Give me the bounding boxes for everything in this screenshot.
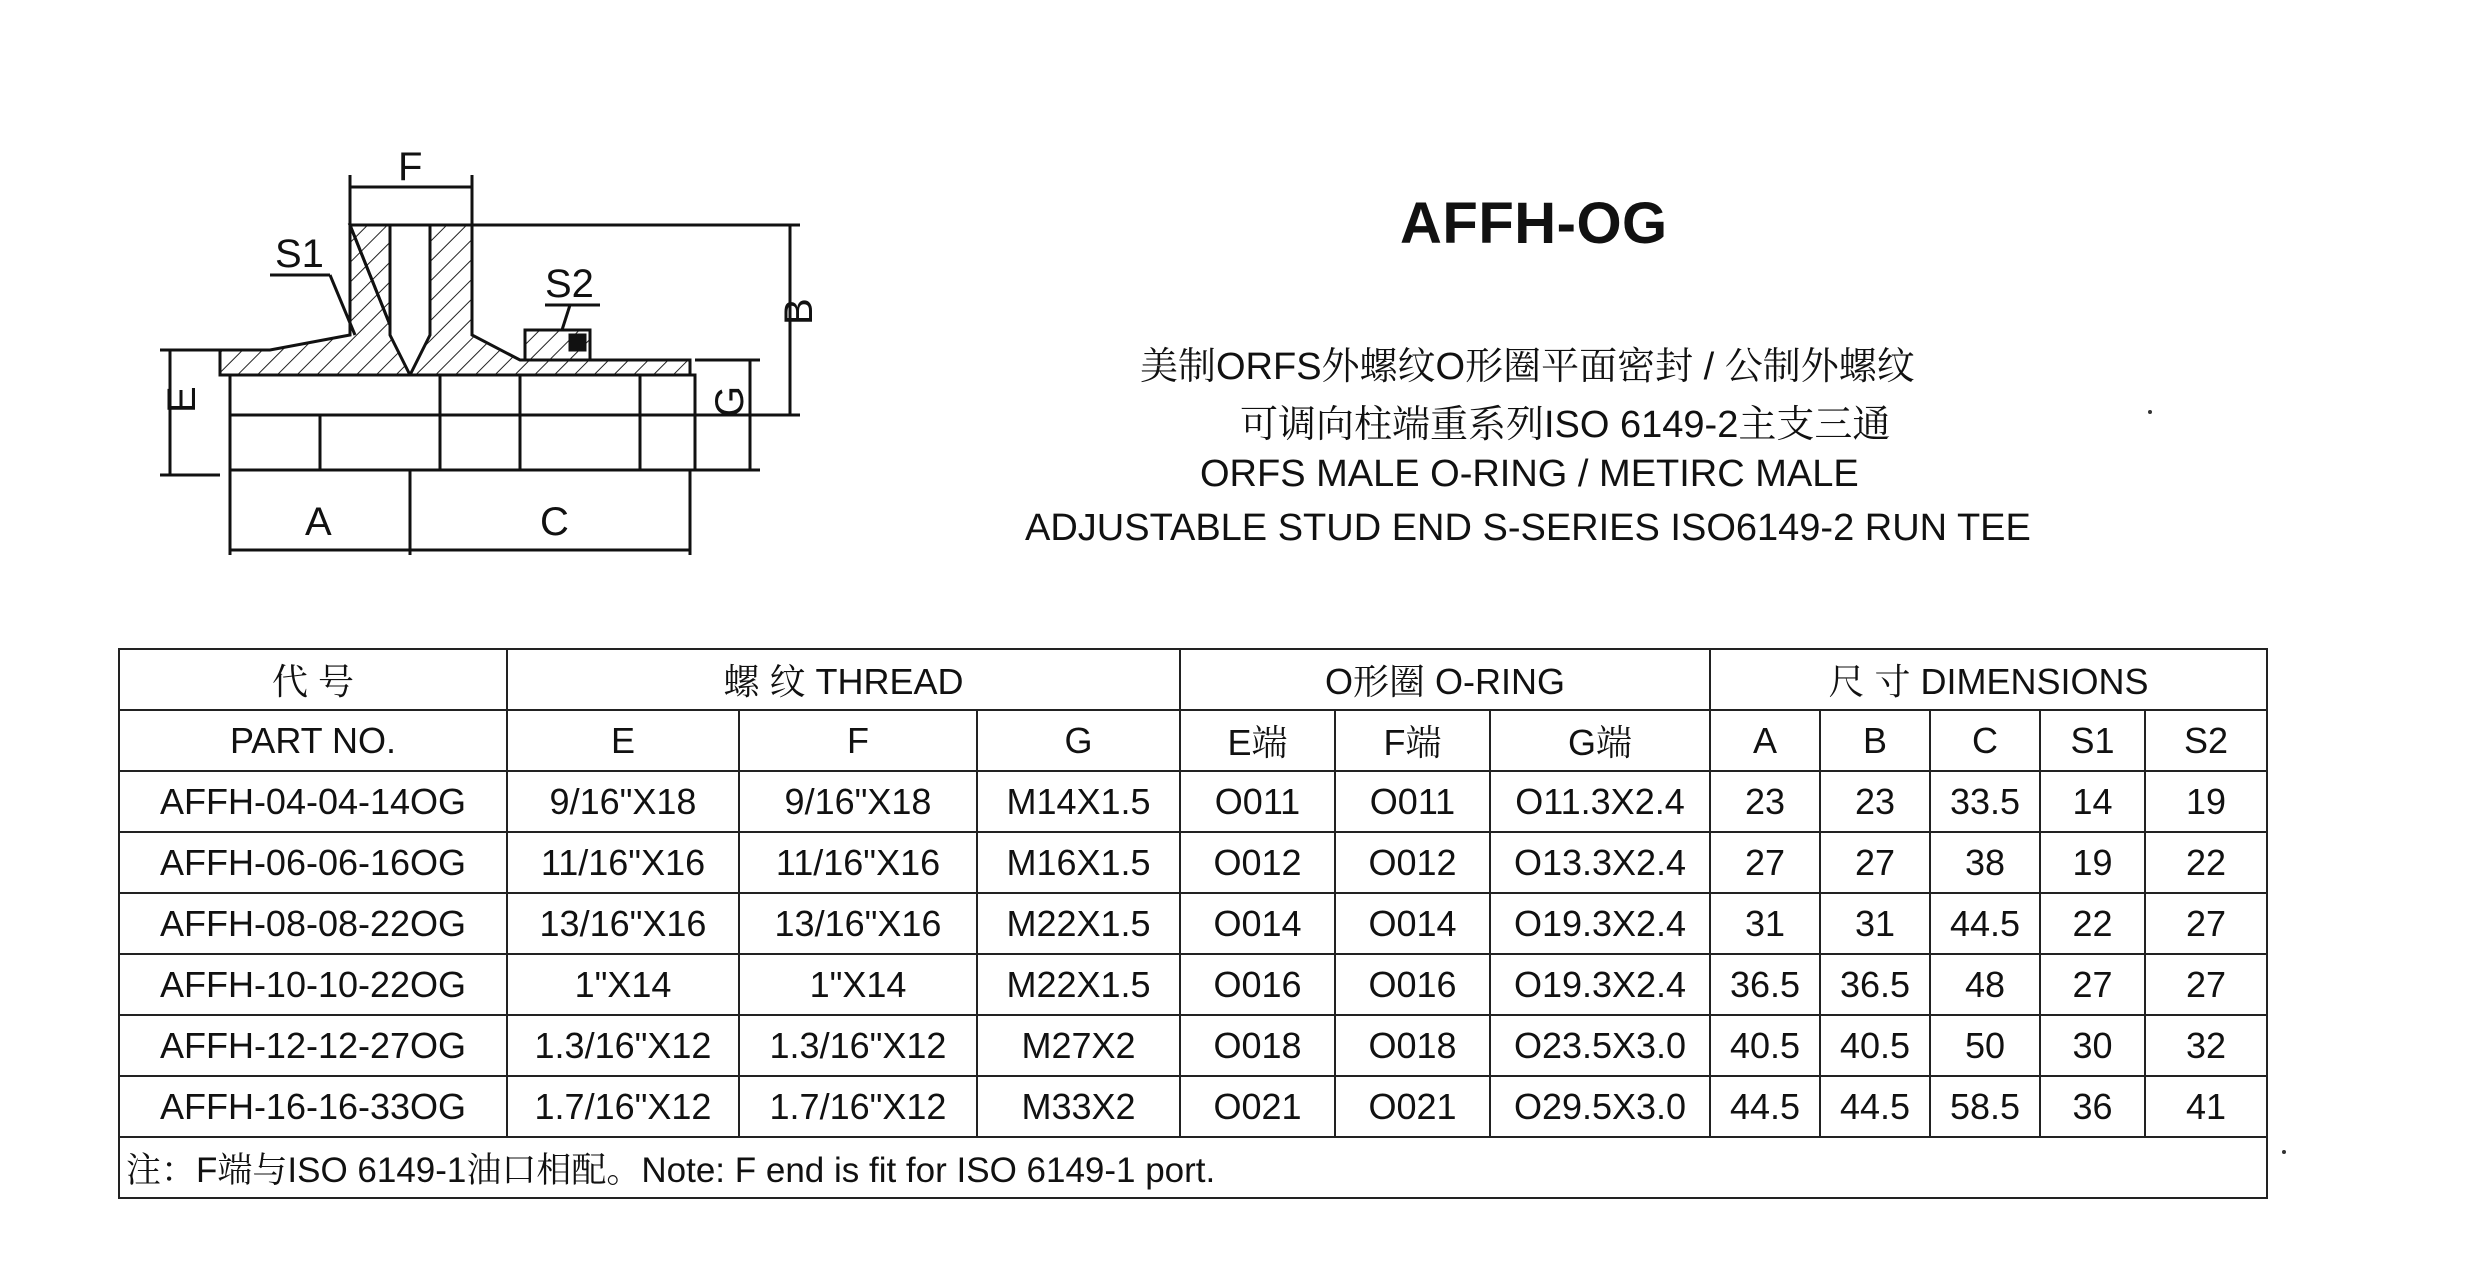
table-cell: 40.5 — [1710, 1015, 1820, 1076]
label-s2: S2 — [545, 262, 594, 306]
table-cell: O11.3X2.4 — [1490, 771, 1710, 832]
column-header: E端 — [1180, 710, 1335, 771]
dimensions-header: 尺 寸 DIMENSIONS — [1710, 649, 2267, 710]
part-no-header: PART NO. — [119, 710, 507, 771]
table-cell: O016 — [1335, 954, 1490, 1015]
description-zh-line1: 美制ORFS外螺纹O形圈平面密封 / 公制外螺纹 — [1140, 346, 1915, 388]
thread-header: 螺 纹 THREAD — [507, 649, 1180, 710]
label-f: F — [398, 145, 423, 189]
table-row — [119, 771, 2267, 832]
table-cell: 27 — [2145, 893, 2267, 954]
table-cell: 30 — [2040, 1015, 2145, 1076]
spec-table — [118, 648, 2268, 1199]
table-cell: AFFH-04-04-14OG — [119, 771, 507, 832]
table-cell: 27 — [2145, 954, 2267, 1015]
product-title: AFFH-OG — [1400, 191, 1668, 256]
table-cell: 22 — [2145, 832, 2267, 893]
column-header: F — [739, 710, 977, 771]
table-row — [119, 1076, 2267, 1137]
table-cell: 13/16"X16 — [739, 893, 977, 954]
table-cell: O018 — [1180, 1015, 1335, 1076]
table-cell: O19.3X2.4 — [1490, 954, 1710, 1015]
column-header: B — [1820, 710, 1930, 771]
stray-dot — [2148, 410, 2152, 414]
table-cell: O012 — [1335, 832, 1490, 893]
table-row — [119, 832, 2267, 893]
label-a: A — [305, 500, 332, 544]
table-cell: AFFH-10-10-22OG — [119, 954, 507, 1015]
label-s1: S1 — [275, 232, 324, 276]
table-cell: O011 — [1335, 771, 1490, 832]
table-cell: 41 — [2145, 1076, 2267, 1137]
table-cell: 9/16"X18 — [507, 771, 739, 832]
table-cell: 11/16"X16 — [739, 832, 977, 893]
table-note: 注：F端与ISO 6149-1油口相配。Note: F end is fit for ISO 6149-1 port. — [119, 1137, 2267, 1198]
table-cell: M16X1.5 — [977, 832, 1180, 893]
header-row-1 — [119, 649, 2267, 710]
table-cell: M22X1.5 — [977, 954, 1180, 1015]
oring-header: O形圈 O-RING — [1180, 649, 1710, 710]
table-cell: O29.5X3.0 — [1490, 1076, 1710, 1137]
table-cell: 14 — [2040, 771, 2145, 832]
table-cell: 38 — [1930, 832, 2040, 893]
table-cell: 36 — [2040, 1076, 2145, 1137]
table-cell: M33X2 — [977, 1076, 1180, 1137]
header-row-2 — [119, 710, 2267, 771]
table-cell: 1.7/16"X12 — [507, 1076, 739, 1137]
table-cell: O012 — [1180, 832, 1335, 893]
table-cell: M27X2 — [977, 1015, 1180, 1076]
table-cell: 1"X14 — [507, 954, 739, 1015]
column-header: A — [1710, 710, 1820, 771]
description-en-line2: ADJUSTABLE STUD END S-SERIES ISO6149-2 RUN TEE — [1025, 507, 2031, 549]
note-row — [119, 1137, 2267, 1198]
label-e: E — [160, 386, 204, 413]
table-row — [119, 954, 2267, 1015]
description-zh-line2: 可调向柱端重系列ISO 6149-2主支三通 — [1240, 404, 1891, 446]
table-cell: 1.7/16"X12 — [739, 1076, 977, 1137]
table-cell: O014 — [1180, 893, 1335, 954]
table-cell: 27 — [1820, 832, 1930, 893]
table-cell: 13/16"X16 — [507, 893, 739, 954]
table-cell: 36.5 — [1820, 954, 1930, 1015]
column-header: S2 — [2145, 710, 2267, 771]
table-cell: AFFH-16-16-33OG — [119, 1076, 507, 1137]
table-cell: AFFH-12-12-27OG — [119, 1015, 507, 1076]
label-c: C — [540, 500, 569, 544]
table-cell: 19 — [2145, 771, 2267, 832]
table-cell: 1.3/16"X12 — [507, 1015, 739, 1076]
table-cell: 31 — [1710, 893, 1820, 954]
table-cell: 27 — [2040, 954, 2145, 1015]
table-cell: O011 — [1180, 771, 1335, 832]
stray-dot — [2282, 1150, 2286, 1154]
table-row — [119, 893, 2267, 954]
table-cell: O021 — [1180, 1076, 1335, 1137]
table-cell: M22X1.5 — [977, 893, 1180, 954]
table-cell: O014 — [1335, 893, 1490, 954]
table-cell: O021 — [1335, 1076, 1490, 1137]
table-cell: 31 — [1820, 893, 1930, 954]
table-cell: 23 — [1820, 771, 1930, 832]
fitting-diagram — [150, 145, 830, 570]
table-cell: 19 — [2040, 832, 2145, 893]
table-cell: 58.5 — [1930, 1076, 2040, 1137]
part-no-header-zh: 代 号 — [119, 649, 507, 710]
table-cell: 33.5 — [1930, 771, 2040, 832]
table-cell: M14X1.5 — [977, 771, 1180, 832]
table-cell: 11/16"X16 — [507, 832, 739, 893]
table-cell: 36.5 — [1710, 954, 1820, 1015]
table-cell: 27 — [1710, 832, 1820, 893]
table-cell: O23.5X3.0 — [1490, 1015, 1710, 1076]
table-cell: 44.5 — [1710, 1076, 1820, 1137]
table-cell: 40.5 — [1820, 1015, 1930, 1076]
table-cell: 9/16"X18 — [739, 771, 977, 832]
table-cell: 1"X14 — [739, 954, 977, 1015]
table-cell: O016 — [1180, 954, 1335, 1015]
column-header: G端 — [1490, 710, 1710, 771]
table-cell: 22 — [2040, 893, 2145, 954]
table-cell: O018 — [1335, 1015, 1490, 1076]
table-row — [119, 1015, 2267, 1076]
table-cell: 50 — [1930, 1015, 2040, 1076]
table-cell: 44.5 — [1820, 1076, 1930, 1137]
column-header: F端 — [1335, 710, 1490, 771]
table-cell: AFFH-06-06-16OG — [119, 832, 507, 893]
description-en-line1: ORFS MALE O-RING / METIRC MALE — [1200, 453, 1859, 495]
label-g: G — [708, 385, 752, 417]
table-cell: 48 — [1930, 954, 2040, 1015]
table-cell: O19.3X2.4 — [1490, 893, 1710, 954]
table-cell: 1.3/16"X12 — [739, 1015, 977, 1076]
table-cell: 44.5 — [1930, 893, 2040, 954]
column-header: G — [977, 710, 1180, 771]
column-header: S1 — [2040, 710, 2145, 771]
column-header: E — [507, 710, 739, 771]
table-cell: 32 — [2145, 1015, 2267, 1076]
column-header: C — [1930, 710, 2040, 771]
table-cell: O13.3X2.4 — [1490, 832, 1710, 893]
label-b: B — [777, 298, 821, 325]
table-cell: 23 — [1710, 771, 1820, 832]
table-cell: AFFH-08-08-22OG — [119, 893, 507, 954]
